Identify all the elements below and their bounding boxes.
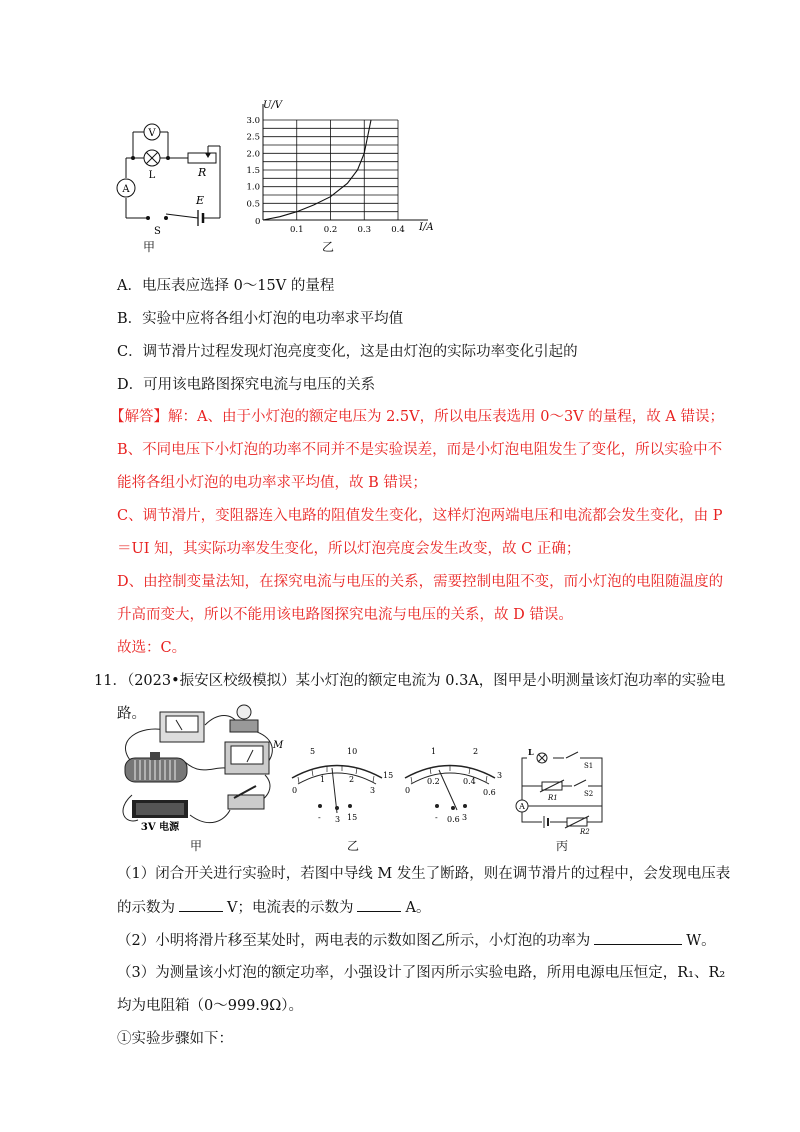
question-11-stem-2: 路。 xyxy=(117,706,146,722)
v-scale-3: 3 xyxy=(370,786,376,795)
v-terminal-neg: - xyxy=(318,813,321,822)
circuit-diagram-jia xyxy=(108,118,228,237)
a-scale-06: 0.6 xyxy=(483,788,496,797)
a-scale-02: 0.2 xyxy=(427,777,440,786)
graph-caption: 乙 xyxy=(322,240,335,254)
bing-lamp-label: L xyxy=(528,747,534,757)
switch-label: S xyxy=(154,226,161,237)
experiment-steps-heading: ①实验步骤如下： xyxy=(117,1031,233,1047)
v-scale-10: 10 xyxy=(347,747,358,756)
ui-graph xyxy=(243,96,443,238)
v-scale-5: 5 xyxy=(310,747,316,756)
a-scale-0: 0 xyxy=(405,786,411,795)
caption-yi: 乙 xyxy=(347,839,360,853)
v-scale-2: 2 xyxy=(349,775,355,784)
option-c: C．调节滑片过程发现灯泡亮度变化，这是由灯泡的实际功率变化引起的 xyxy=(117,344,578,360)
voltmeter-symbol: V xyxy=(148,128,156,139)
answer-line-4: C、调节滑片，变阻器连入电路的阻值发生变化，这样灯泡两端电压和电流都会发生变化，由 P xyxy=(117,508,723,524)
bing-s1-label: S1 xyxy=(584,762,594,770)
voltage-answer-blank[interactable] xyxy=(179,897,223,912)
answer-line-6: D、由控制变量法知，在探究电流与电压的关系，需要控制电阻不变，而小灯泡的电阻随温度的 xyxy=(117,574,724,590)
sub-question-1: （1）闭合开关进行实验时，若图中导线 M 发生了断路，则在调节滑片的过程中，会发现电压表 xyxy=(117,866,731,882)
origin-label: 0 xyxy=(255,217,261,227)
v-scale-1: 1 xyxy=(320,775,326,784)
battery-label: E xyxy=(196,194,205,207)
option-b: B．实验中应将各组小灯泡的电功率求平均值 xyxy=(117,311,404,327)
question-number: 11． xyxy=(94,673,127,689)
answer-line-3: 能将各组小灯泡的电功率求平均值，故 B 错误； xyxy=(117,475,427,491)
a-scale-1: 1 xyxy=(431,747,437,756)
v-terminal-3: 3 xyxy=(335,815,341,824)
option-a: A．电压表应选择 0～15V 的量程 xyxy=(117,278,335,294)
answer-tag: 【解答】 xyxy=(110,409,168,425)
y-tick-label: 1.5 xyxy=(246,166,260,176)
sub-question-3-cont: 均为电阻箱（0～999.9Ω）。 xyxy=(117,998,304,1014)
y-axis-label: U/V xyxy=(263,100,283,111)
sub-question-1-cont: 的示数为 V；电流表的示数为 A。 xyxy=(117,897,430,918)
resistor-label: R xyxy=(198,166,207,179)
y-tick-label: 2.0 xyxy=(246,149,260,160)
power-answer-blank[interactable] xyxy=(594,930,682,945)
y-tick-label: 2.5 xyxy=(246,132,260,143)
a-terminal-06: 0.6 xyxy=(447,815,460,824)
answer-line-8: 故选：C。 xyxy=(117,640,187,656)
a-scale-2: 2 xyxy=(473,747,479,756)
option-d: D．可用该电路图探究电流与电压的关系 xyxy=(117,377,376,393)
circuit-diagram-bing xyxy=(512,746,612,834)
caption-jia: 甲 xyxy=(190,839,203,853)
a-terminal-3: 3 xyxy=(462,813,468,822)
answer-line-2: B、不同电压下小灯泡的功率不同并不是实验误差，而是小灯泡电阻发生了变化，所以实验中不 xyxy=(117,442,723,458)
circuit-caption: 甲 xyxy=(143,240,156,254)
y-tick-label: 1.0 xyxy=(246,182,260,193)
a-terminal-neg: - xyxy=(435,813,438,822)
caption-bing: 丙 xyxy=(556,839,569,853)
voltmeter-dial xyxy=(282,738,392,828)
current-answer-blank[interactable] xyxy=(357,897,401,912)
answer-line-5: ＝UI 知，其实际功率发生变化，所以灯泡亮度会发生改变，故 C 正确； xyxy=(117,541,581,557)
bing-r2-label: R2 xyxy=(580,828,590,836)
a-scale-04: 0.4 xyxy=(463,777,476,786)
answer-line-7: 升高而变大，所以不能用该电路图探究电流与电压的关系，故 D 错误。 xyxy=(117,607,573,623)
wire-m-label: M xyxy=(273,740,284,751)
question-11-stem: 11．（2023•振安区校级模拟）某小灯泡的额定电流为 0.3A，图甲是小明测量该灯泡功率的实验电 xyxy=(94,673,726,689)
v-terminal-15: 15 xyxy=(347,813,358,822)
sub-question-2: （2）小明将滑片移至某处时，两电表的示数如图乙所示，小灯泡的功率为 W。 xyxy=(117,930,716,951)
y-tick-label: 0.5 xyxy=(246,199,260,210)
lamp-label: L xyxy=(148,170,156,181)
x-tick-label: 0.2 xyxy=(323,225,338,235)
v-scale-15: 15 xyxy=(383,771,394,780)
ammeter-symbol: A xyxy=(122,184,130,195)
x-axis-label: I/A xyxy=(419,222,434,233)
bing-r1-label: R1 xyxy=(548,794,558,802)
x-tick-label: 0.1 xyxy=(289,225,304,235)
bing-s2-label: S2 xyxy=(584,790,594,798)
v-scale-0: 0 xyxy=(292,786,298,795)
sub-question-3: （3）为测量该小灯泡的额定功率，小强设计了图丙所示实验电路，所用电源电压恒定，R₁、R₂ xyxy=(117,965,726,981)
apparatus-figure xyxy=(110,700,284,835)
x-tick-label: 0.4 xyxy=(391,225,405,235)
a-scale-3: 3 xyxy=(497,771,503,780)
answer-line-1: 【解答】解：A、由于小灯泡的额定电压为 2.5V，所以电压表选用 0～3V 的量程，故 A 错误； xyxy=(110,409,724,425)
ammeter-dial xyxy=(395,738,507,828)
x-tick-label: 0.3 xyxy=(357,225,372,235)
battery-3v-label: 3V 电源 xyxy=(140,822,180,833)
y-tick-label: 3.0 xyxy=(246,116,260,126)
bing-ammeter-label: A xyxy=(519,802,525,811)
